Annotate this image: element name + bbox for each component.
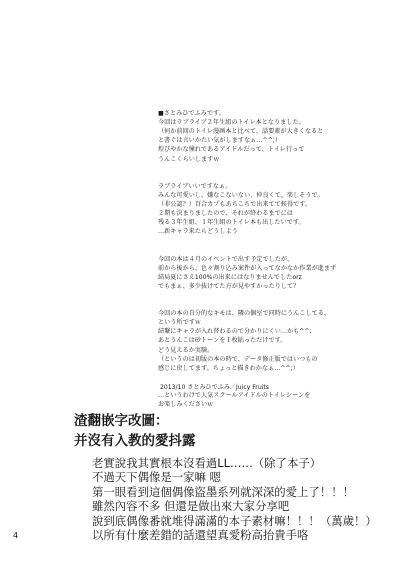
afterword-text [158, 100, 390, 427]
translator-note-line: 雖然內容不多 但還是做出來大家分享吧 [92, 499, 290, 514]
afterword-paragraph: …というわけで人気スクールアイドルのトイレシーンを お楽しみくださいｗ [158, 392, 311, 409]
translator-note-line: 老實說我其實根本沒看過LL……（除了本子） [92, 456, 322, 470]
translator-heading: 渣翻嵌字改圖： 并沒有入教的愛抖露 [74, 413, 196, 449]
afterword-paragraph: ラブライブいいですなぁ。 みんな可愛いし、嫌なこないない、仲良くて、楽しそうで。 （非公認？）百合カプもあちこちで出来てて候得です。 ２期も決まりましたので、それが終わるまでには 残る３年生組、１年生組のトイレ本も出したいです。 …新キャラ来たらどうしよう [158, 182, 324, 236]
translator-note [92, 456, 377, 542]
translator-note-line: 第一眼看到這個偶像盜墨系列就深深的愛上了！！！ [92, 484, 354, 499]
translator-note-line: 不過天下偶像是一家嘛 嗯 [92, 470, 221, 485]
translator-note-line: 說到底偶像番就堆得滿滿的本子素材嘛！！！（萬歲！） [92, 513, 377, 528]
page-number: 4 [13, 531, 19, 540]
translator-note-line: 以所有什麼差錯的話還望真愛粉高抬貴手咯 [92, 528, 309, 543]
author-credit: 2013/10 さとみひでふみ／Juicy Fruits [160, 384, 269, 391]
afterword-paragraph: 今回の本の自分的なキモは、隣の個室で同時にうんこしてる、 という所ですｗ 結繋にキャラが入れ替わるので分かりにくい…かも^^; あとうんこは砂トーンを１枚貼っただけです。 どう見えるか実験。 （というのは初版の本の時で、データ修正版ではいつもの 感じに戻してます。ちょっと描きわかなぁ…^^;） [158, 310, 331, 372]
afterword-paragraph: 今回の本は４月のイベントで出す予定でしたが、 前から後から、色々割り込み案件が入ってなかなか作業が進まず 結局夏にさえ100%の出来にはなりませんでしたorz でもまぁ、多少抜けてた方が見やすかったりして？ [158, 255, 337, 290]
afterword-paragraph: ■さとみひでふみです。 今回はラブライブ２年生組のトイレ本となりました。 （何か前回のトイレ漫画本と比べて、話要素が大きくなると と書ぐは言いかたい気がしますなぁ…^^;） 煌びやかな憧れであるアイドルだって、トイレ行って うんこくらいしますｗ [158, 110, 324, 163]
